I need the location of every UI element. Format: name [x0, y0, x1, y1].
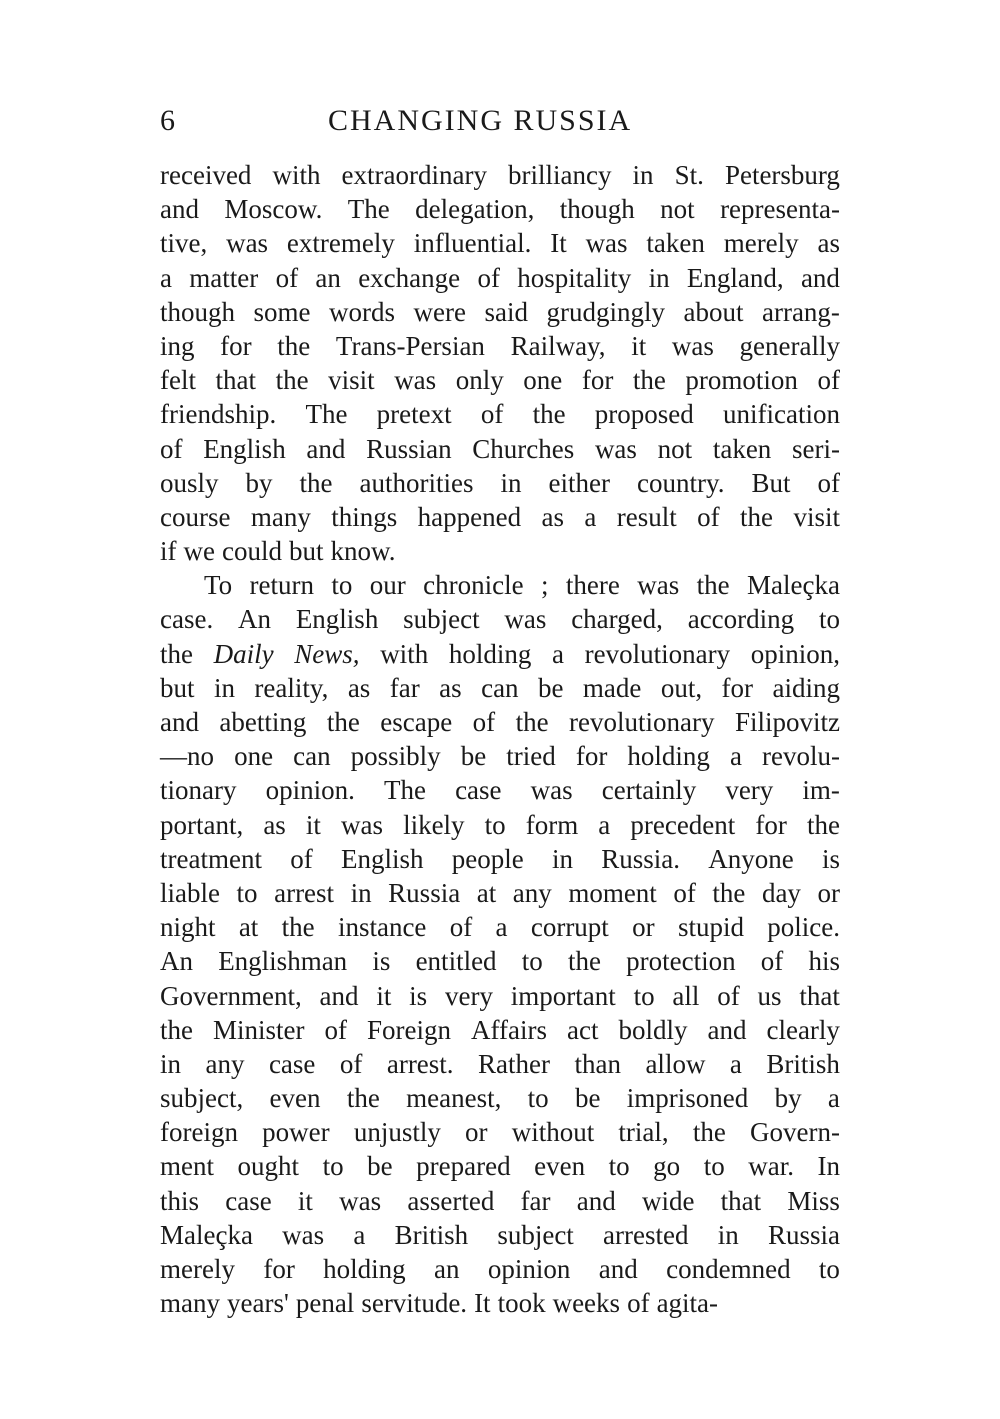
paragraph — [160, 158, 840, 568]
text-line: night at the instance of a corrupt or stupid police. — [160, 912, 840, 943]
text-line: Government, and it is very important to all of us that — [160, 980, 840, 1011]
text-line: treatment of English people in Russia. Anyone is — [160, 843, 840, 874]
running-title: CHANGING RUSSIA — [328, 104, 633, 137]
text-line: the Minister of Foreign Affairs act boldly and clearly — [160, 1014, 840, 1045]
text-line: liable to arrest in Russia at any moment of the day or — [160, 877, 840, 908]
text-line: ing for the Trans-Persian Railway, it was generally — [160, 330, 840, 361]
text-line: merely for holding an opinion and condemned to — [160, 1254, 840, 1284]
text-line: tive, was extremely influential. It was taken merely as — [160, 228, 840, 259]
text-line: the Daily News, with holding a revolutionary opinion, — [160, 638, 840, 669]
paragraph — [160, 568, 840, 1320]
text-line: case. An English subject was charged, according to — [160, 604, 840, 635]
body-text — [160, 158, 840, 1320]
text-line: tionary opinion. The case was certainly very im- — [160, 775, 840, 806]
text-line: course many things happened as a result of the visit — [160, 501, 840, 532]
text-line: friendship. The pretext of the proposed unification — [160, 399, 840, 430]
text-line: many years' penal servitude. It took weeks of agita- — [160, 1288, 719, 1319]
text-line: if we could but know. — [160, 536, 396, 567]
running-head — [160, 104, 840, 144]
text-line: this case it was asserted far and wide that Miss — [160, 1185, 840, 1216]
text-line: of English and Russian Churches was not taken seri- — [160, 433, 840, 464]
text-line: received with extraordinary brilliancy in St. Petersburg — [160, 160, 840, 190]
text-line: —no one can possibly be tried for holding a revolu- — [160, 741, 840, 772]
text-line: in any case of arrest. Rather than allow a British — [160, 1048, 840, 1079]
text-line: subject, even the meanest, to be imprisoned by a — [160, 1083, 840, 1114]
text-line: portant, as it was likely to form a precedent for the — [160, 809, 840, 840]
text-line: An Englishman is entitled to the protection of his — [160, 946, 840, 977]
text-line: and abetting the escape of the revolutionary Filipovitz — [160, 707, 840, 737]
text-line: felt that the visit was only one for the promotion of — [160, 365, 840, 396]
text-line: foreign power unjustly or without trial, the Govern- — [160, 1117, 840, 1148]
text-line: Maleçka was a British subject arrested in Russia — [160, 1219, 840, 1250]
page-number: 6 — [160, 104, 176, 137]
text-line: ment ought to be prepared even to go to war. In — [160, 1151, 840, 1182]
text-line: To return to our chronicle ; there was the Maleçka — [204, 570, 840, 601]
text-line: though some words were said grudgingly about arrang- — [160, 296, 840, 327]
text-line: and Moscow. The delegation, though not representa- — [160, 194, 840, 225]
text-line: a matter of an exchange of hospitality in England, and — [160, 262, 840, 293]
text-line: ously by the authorities in either country. But of — [160, 467, 840, 498]
text-line: but in reality, as far as can be made out, for aiding — [160, 672, 840, 703]
